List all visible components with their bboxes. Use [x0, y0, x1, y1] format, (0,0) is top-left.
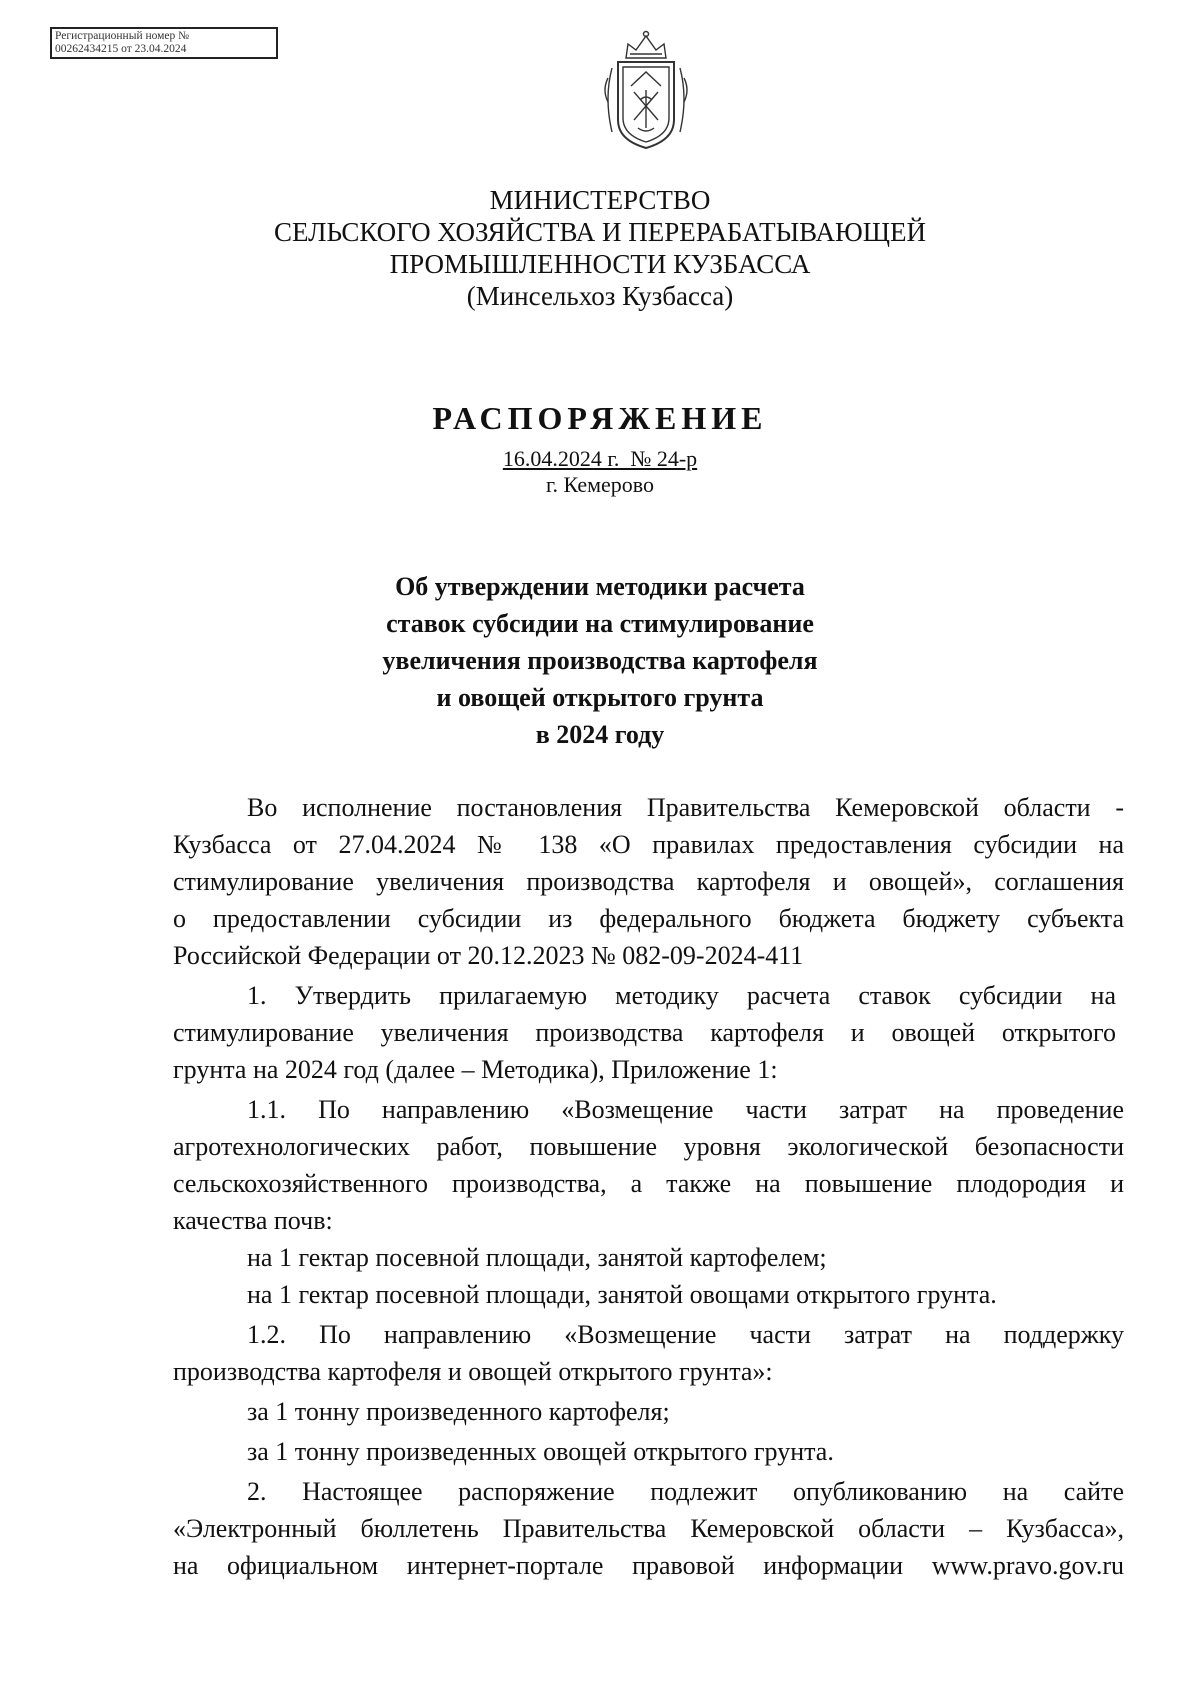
body-line: сельскохозяйственного производства, а также на повышение плодородия и	[173, 1169, 1124, 1198]
body-line: 2. Настоящее распоряжение подлежит опубликованию на сайте	[247, 1477, 1124, 1506]
subject-line: Об утверждении методики расчета	[395, 572, 805, 601]
body-line: на 1 гектар посевной площади, занятой овощами открытого грунта.	[247, 1280, 997, 1309]
document-type-title: РАСПОРЯЖЕНИЕ	[432, 400, 768, 436]
order-city: г. Кемерово	[545, 472, 655, 497]
body-line: производства картофеля и овощей открытого грунта»:	[173, 1357, 773, 1386]
body-line: Кузбасса от 27.04.2024 № 138 «О правилах предоставления субсидии на	[173, 830, 1124, 859]
ministry-line-1: МИНИСТЕРСТВО	[489, 185, 711, 215]
body-line: 1.1. По направлению «Возмещение части затрат на проведение	[247, 1095, 1124, 1124]
body-line: за 1 тонну произведенных овощей открытого грунта.	[247, 1437, 834, 1466]
body-line: стимулирование увеличения производства картофеля и овощей», соглашения	[173, 867, 1124, 896]
body-line: за 1 тонну произведенного картофеля;	[247, 1397, 670, 1426]
body-line: 1.2. По направлению «Возмещение части затрат на поддержку	[247, 1320, 1124, 1349]
registration-stamp	[50, 27, 278, 59]
body-line: агротехнологических работ, повышение уровня экологической безопасности	[173, 1132, 1124, 1161]
body-line: Во исполнение постановления Правительства Кемеровской области -	[247, 793, 1124, 822]
body-line: «Электронный бюллетень Правительства Кемеровской области – Кузбасса»,	[173, 1514, 1124, 1543]
body-line: на официальном интернет-портале правовой информации www.pravo.gov.ru	[173, 1551, 1124, 1580]
order-date-number	[0, 446, 1200, 472]
body-line: стимулирование увеличения производства картофеля и овощей открытого	[173, 1018, 1116, 1047]
kuzbass-coat-of-arms-icon	[598, 28, 694, 152]
ministry-line-3: ПРОМЫШЛЕННОСТИ КУЗБАССА	[389, 249, 811, 279]
body-line: на 1 гектар посевной площади, занятой картофелем;	[247, 1243, 827, 1272]
body-line: Российской Федерации от 20.12.2023 № 082-09-2024-411	[173, 941, 804, 970]
ministry-short-name: (Минсельхоз Кузбасса)	[466, 281, 734, 311]
registration-number: 00262434215 от 23.04.2024	[55, 43, 187, 55]
registration-label: Регистрационный номер №	[55, 30, 190, 42]
order-date-number-text: 16.04.2024 г. № 24-р	[502, 446, 698, 471]
document-subject	[0, 568, 1200, 753]
ministry-header	[0, 184, 1200, 312]
subject-line: в 2024 году	[535, 720, 665, 749]
body-line: качества почв:	[173, 1206, 333, 1235]
ministry-line-2: СЕЛЬСКОГО ХОЗЯЙСТВА И ПЕРЕРАБАТЫВАЮЩЕЙ	[274, 217, 926, 247]
subject-line: ставок субсидии на стимулирование	[386, 609, 814, 638]
body-line: о предоставлении субсидии из федерального бюджета бюджету субъекта	[173, 904, 1124, 933]
subject-line: и овощей открытого грунта	[436, 683, 764, 712]
body-line: 1. Утвердить прилагаемую методику расчета ставок субсидии на	[247, 981, 1116, 1010]
document-body	[173, 789, 1124, 1584]
subject-line: увеличения производства картофеля	[382, 646, 818, 675]
body-line: грунта на 2024 год (далее – Методика), Приложение 1:	[173, 1055, 778, 1084]
